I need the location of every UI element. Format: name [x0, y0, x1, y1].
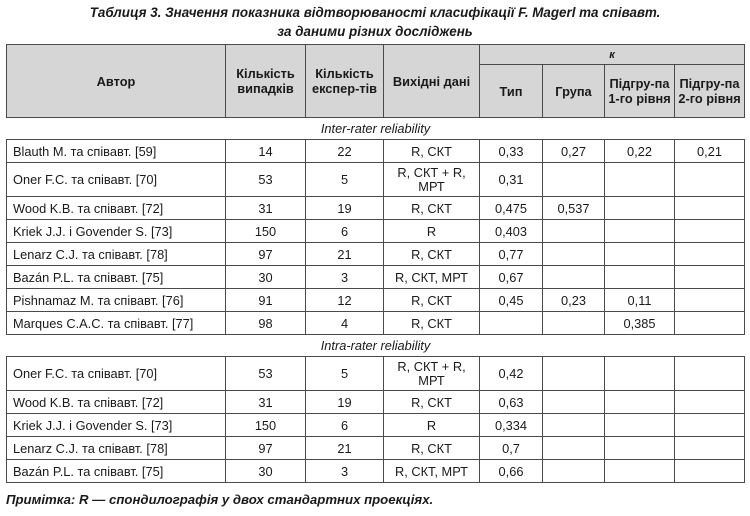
cell-subgroup-2	[675, 243, 745, 266]
cell-author: Pishnamaz M. та співавт. [76]	[7, 289, 226, 312]
cell-subgroup-1: 0,385	[605, 312, 675, 335]
data-table	[6, 44, 745, 483]
cell-subgroup-1: 0,22	[605, 140, 675, 163]
cell-author: Lenarz C.J. та співавт. [78]	[7, 243, 226, 266]
cell-group	[543, 312, 605, 335]
cell-type: 0,33	[480, 140, 543, 163]
cell-author: Wood K.B. та співавт. [72]	[7, 197, 226, 220]
section-row	[7, 118, 745, 140]
header-subgroup-2: Підгру-па 2-го рівня	[675, 65, 745, 118]
cell-experts: 5	[306, 357, 384, 391]
cell-subgroup-2	[675, 266, 745, 289]
cell-subgroup-1	[605, 437, 675, 460]
cell-cases: 97	[226, 437, 306, 460]
cell-source: R, СКТ	[384, 140, 480, 163]
cell-experts: 3	[306, 460, 384, 483]
cell-type: 0,45	[480, 289, 543, 312]
cell-group: 0,27	[543, 140, 605, 163]
header-experts: Кількість експер-тів	[306, 45, 384, 118]
cell-author: Kriek J.J. і Govender S. [73]	[7, 220, 226, 243]
cell-experts: 21	[306, 437, 384, 460]
cell-subgroup-1	[605, 163, 675, 197]
cell-cases: 31	[226, 391, 306, 414]
cell-group: 0,537	[543, 197, 605, 220]
cell-group	[543, 220, 605, 243]
cell-subgroup-2	[675, 312, 745, 335]
table-row	[7, 289, 745, 312]
cell-experts: 3	[306, 266, 384, 289]
cell-experts: 19	[306, 391, 384, 414]
cell-source: R, СКТ, МРТ	[384, 460, 480, 483]
cell-experts: 6	[306, 414, 384, 437]
header-source: Вихідні дані	[384, 45, 480, 118]
cell-cases: 150	[226, 414, 306, 437]
cell-type: 0,7	[480, 437, 543, 460]
table-note: Примітка: R — спондилографія у двох стандартних проекціях.	[6, 492, 434, 507]
cell-cases: 53	[226, 163, 306, 197]
cell-type: 0,475	[480, 197, 543, 220]
cell-group	[543, 243, 605, 266]
cell-cases: 98	[226, 312, 306, 335]
cell-type: 0,67	[480, 266, 543, 289]
cell-source: R, СКТ	[384, 197, 480, 220]
cell-source: R, СКТ	[384, 312, 480, 335]
cell-experts: 4	[306, 312, 384, 335]
cell-group	[543, 414, 605, 437]
caption-line-1: Таблиця 3. Значення показника відтворюваності класифікації F. Magerl та співавт.	[89, 5, 661, 20]
cell-subgroup-1	[605, 243, 675, 266]
cell-subgroup-2	[675, 163, 745, 197]
cell-subgroup-1	[605, 220, 675, 243]
header-group: Група	[543, 65, 605, 118]
cell-subgroup-2	[675, 391, 745, 414]
cell-source: R, СКТ	[384, 289, 480, 312]
cell-cases: 31	[226, 197, 306, 220]
cell-source: R	[384, 220, 480, 243]
cell-subgroup-1: 0,11	[605, 289, 675, 312]
cell-experts: 12	[306, 289, 384, 312]
cell-type: 0,77	[480, 243, 543, 266]
cell-group	[543, 266, 605, 289]
cell-type: 0,42	[480, 357, 543, 391]
table-row	[7, 460, 745, 483]
section-title: Intra-rater reliability	[7, 335, 745, 357]
header-cases: Кількість випадків	[226, 45, 306, 118]
cell-group	[543, 163, 605, 197]
cell-cases: 30	[226, 266, 306, 289]
cell-subgroup-2	[675, 197, 745, 220]
cell-subgroup-1	[605, 391, 675, 414]
cell-source: R, СКТ	[384, 437, 480, 460]
cell-experts: 6	[306, 220, 384, 243]
cell-author: Oner F.C. та співавт. [70]	[7, 357, 226, 391]
cell-subgroup-2	[675, 289, 745, 312]
cell-source: R, СКТ + R, МРТ	[384, 163, 480, 197]
cell-author: Bazán P.L. та співавт. [75]	[7, 266, 226, 289]
header-subgroup-1: Підгру-па 1-го рівня	[605, 65, 675, 118]
cell-subgroup-2	[675, 460, 745, 483]
table-row	[7, 197, 745, 220]
cell-type	[480, 312, 543, 335]
cell-cases: 53	[226, 357, 306, 391]
cell-source: R, СКТ + R, МРТ	[384, 357, 480, 391]
cell-type: 0,334	[480, 414, 543, 437]
cell-experts: 21	[306, 243, 384, 266]
cell-type: 0,66	[480, 460, 543, 483]
table-header	[7, 45, 745, 118]
cell-group: 0,23	[543, 289, 605, 312]
cell-source: R	[384, 414, 480, 437]
table-row	[7, 220, 745, 243]
table-row	[7, 312, 745, 335]
cell-experts: 19	[306, 197, 384, 220]
table-caption	[0, 3, 750, 41]
cell-subgroup-1	[605, 266, 675, 289]
header-type: Тип	[480, 65, 543, 118]
cell-author: Bazán P.L. та співавт. [75]	[7, 460, 226, 483]
cell-experts: 22	[306, 140, 384, 163]
cell-cases: 91	[226, 289, 306, 312]
table-container	[6, 44, 744, 483]
cell-group	[543, 391, 605, 414]
cell-type: 0,63	[480, 391, 543, 414]
header-author: Автор	[7, 45, 226, 118]
cell-author: Wood K.B. та співавт. [72]	[7, 391, 226, 414]
cell-type: 0,31	[480, 163, 543, 197]
section-row	[7, 335, 745, 357]
cell-experts: 5	[306, 163, 384, 197]
cell-author: Marques C.A.C. та співавт. [77]	[7, 312, 226, 335]
caption-line-2: за даними різних досліджень	[277, 24, 473, 39]
table-row	[7, 266, 745, 289]
cell-subgroup-2	[675, 414, 745, 437]
cell-cases: 30	[226, 460, 306, 483]
cell-subgroup-2	[675, 437, 745, 460]
cell-author: Blauth M. та співавт. [59]	[7, 140, 226, 163]
cell-subgroup-1	[605, 460, 675, 483]
cell-subgroup-2	[675, 357, 745, 391]
table-row	[7, 437, 745, 460]
cell-type: 0,403	[480, 220, 543, 243]
header-kappa: к	[480, 45, 745, 65]
cell-author: Kriek J.J. і Govender S. [73]	[7, 414, 226, 437]
cell-group	[543, 437, 605, 460]
cell-cases: 97	[226, 243, 306, 266]
cell-group	[543, 460, 605, 483]
table-row	[7, 357, 745, 391]
cell-cases: 150	[226, 220, 306, 243]
table-row	[7, 414, 745, 437]
table-row	[7, 243, 745, 266]
table-row	[7, 140, 745, 163]
cell-cases: 14	[226, 140, 306, 163]
cell-subgroup-1	[605, 357, 675, 391]
table-row	[7, 391, 745, 414]
cell-author: Lenarz C.J. та співавт. [78]	[7, 437, 226, 460]
cell-subgroup-2	[675, 220, 745, 243]
cell-group	[543, 357, 605, 391]
cell-subgroup-1	[605, 414, 675, 437]
section-title: Inter-rater reliability	[7, 118, 745, 140]
table-body	[7, 118, 745, 483]
cell-source: R, СКТ	[384, 391, 480, 414]
cell-source: R, СКТ, МРТ	[384, 266, 480, 289]
cell-subgroup-2: 0,21	[675, 140, 745, 163]
cell-subgroup-1	[605, 197, 675, 220]
table-row	[7, 163, 745, 197]
cell-source: R, СКТ	[384, 243, 480, 266]
cell-author: Oner F.C. та співавт. [70]	[7, 163, 226, 197]
